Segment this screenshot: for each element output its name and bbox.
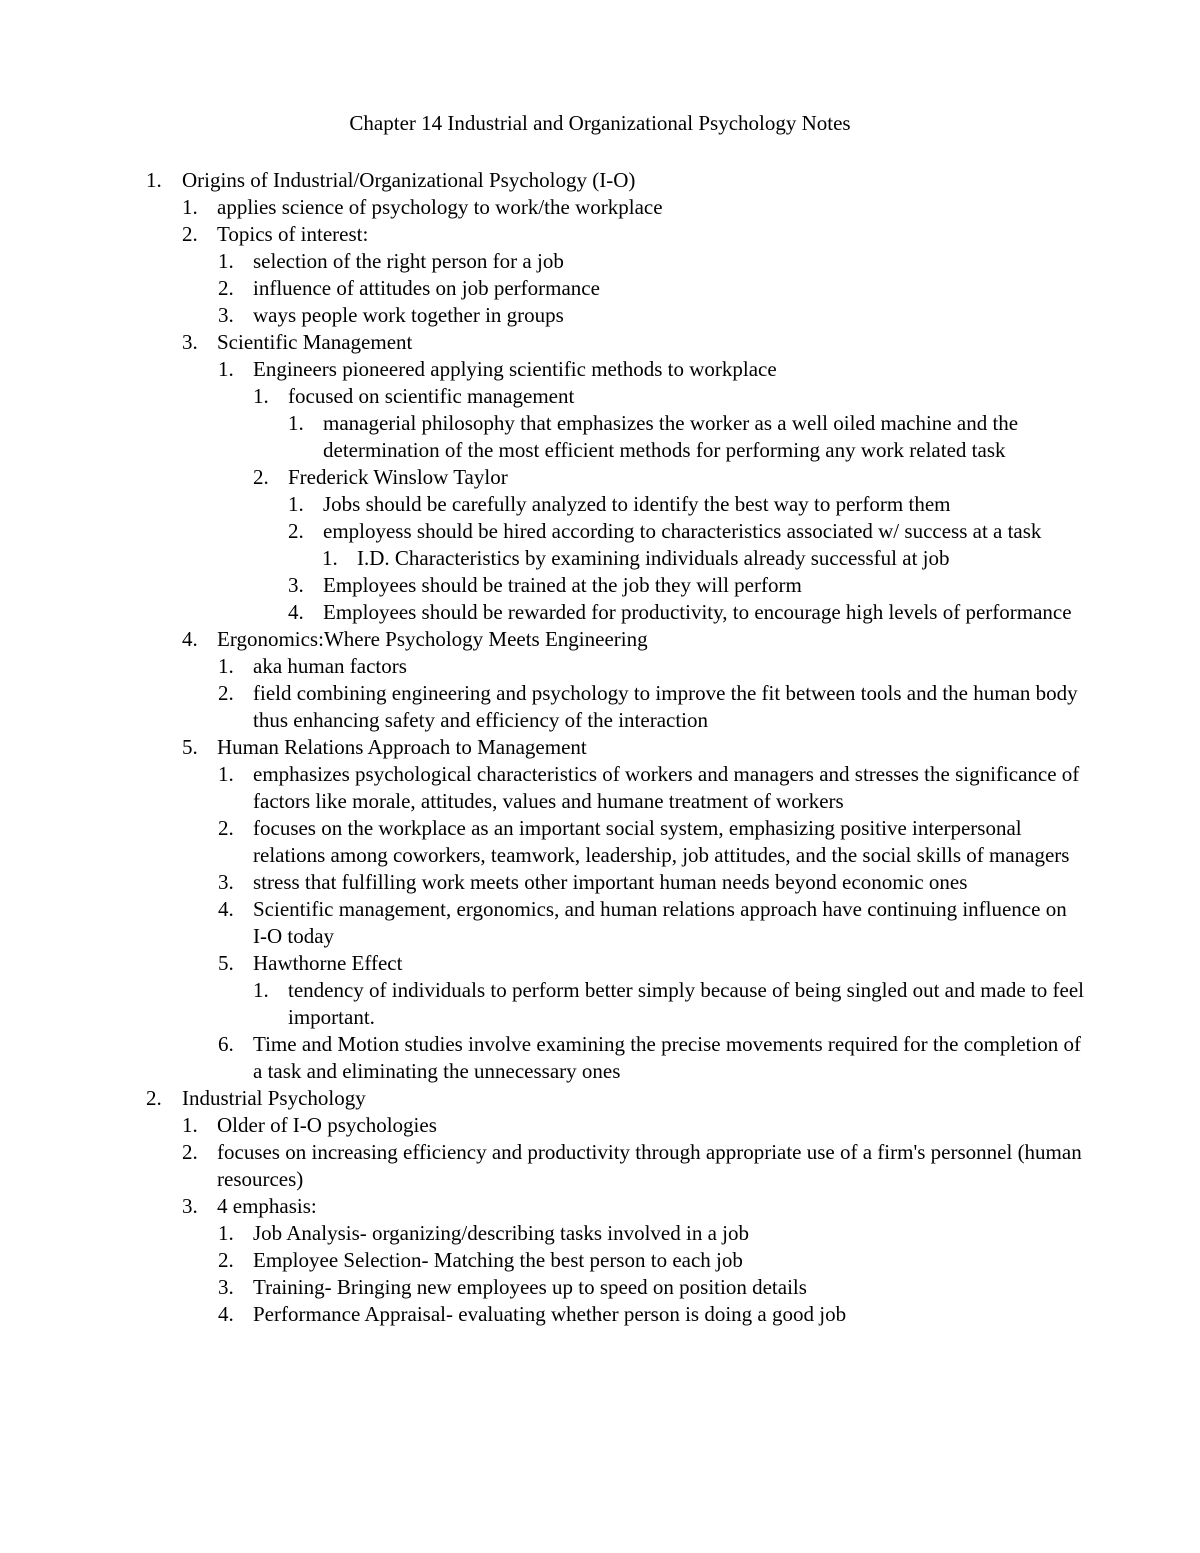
- outline-item: [288, 491, 1085, 518]
- outline-item: [322, 545, 1085, 572]
- item-text: influence of attitudes on job performance: [253, 276, 600, 300]
- item-text: Scientific management, ergonomics, and human relations approach have continuing influence on I-O today: [253, 897, 1067, 948]
- item-text: Older of I-O psychologies: [217, 1113, 437, 1137]
- item-number: 1.: [253, 978, 269, 1002]
- item-number: 3.: [288, 573, 304, 597]
- item-text: Time and Motion studies involve examining the precise movements required for the completion of a task and eliminating the unnecessary ones: [253, 1032, 1081, 1083]
- item-number: 2.: [182, 222, 198, 246]
- item-number: 5.: [182, 735, 198, 759]
- item-number: 3.: [182, 330, 198, 354]
- item-text: Performance Appraisal- evaluating whether person is doing a good job: [253, 1302, 847, 1326]
- item-number: 1.: [253, 384, 269, 408]
- outline-item: [182, 626, 1085, 653]
- item-number: 2.: [218, 276, 234, 300]
- outline-item: [288, 599, 1085, 626]
- item-number: 4.: [218, 1302, 234, 1326]
- outline-item: [182, 329, 1085, 356]
- item-text: Job Analysis- organizing/describing tasks involved in a job: [253, 1221, 749, 1245]
- item-number: 3.: [182, 1194, 198, 1218]
- item-number: 3.: [218, 870, 234, 894]
- item-number: 1.: [182, 195, 198, 219]
- outline-item: [218, 869, 1085, 896]
- item-number: 1.: [218, 249, 234, 273]
- item-text: Jobs should be carefully analyzed to identify the best way to perform them: [323, 492, 951, 516]
- outline-list: [0, 167, 1200, 1328]
- page-title: Chapter 14 Industrial and Organizational Psychology Notes: [349, 111, 851, 135]
- item-text: field combining engineering and psychology to improve the fit between tools and the human body thus enhancing safety and efficiency of the interaction: [253, 681, 1078, 732]
- item-number: 2.: [182, 1140, 198, 1164]
- item-text: tendency of individuals to perform better simply because of being singled out and made to feel important.: [288, 978, 1085, 1029]
- item-text: Hawthorne Effect: [253, 951, 403, 975]
- item-number: 4.: [218, 897, 234, 921]
- outline-item: [182, 1193, 1085, 1220]
- item-text: Engineers pioneered applying scientific methods to workplace: [253, 357, 777, 381]
- item-number: 2.: [218, 816, 234, 840]
- outline-item: [218, 302, 1085, 329]
- item-number: 5.: [218, 951, 234, 975]
- outline-item: [288, 518, 1085, 545]
- item-text: ways people work together in groups: [253, 303, 564, 327]
- item-number: 2.: [146, 1086, 162, 1110]
- item-text: aka human factors: [253, 654, 407, 678]
- outline-item: [182, 1112, 1085, 1139]
- item-text: Employee Selection- Matching the best person to each job: [253, 1248, 743, 1272]
- outline-item: [218, 356, 1085, 383]
- outline-item: [218, 761, 1085, 815]
- item-number: 1.: [146, 168, 162, 192]
- item-text: Industrial Psychology: [182, 1086, 366, 1110]
- outline-item: [218, 275, 1085, 302]
- item-text: Human Relations Approach to Management: [217, 735, 587, 759]
- outline-item: [218, 1247, 1085, 1274]
- item-number: 1.: [218, 357, 234, 381]
- item-text: stress that fulfilling work meets other important human needs beyond economic ones: [253, 870, 968, 894]
- item-text: focused on scientific management: [288, 384, 575, 408]
- item-number: 1.: [218, 654, 234, 678]
- item-number: 3.: [218, 303, 234, 327]
- item-text: Ergonomics:Where Psychology Meets Engineering: [217, 627, 648, 651]
- item-text: Scientific Management: [217, 330, 413, 354]
- outline-item: [218, 815, 1085, 869]
- item-number: 1.: [182, 1113, 198, 1137]
- item-text: Frederick Winslow Taylor: [288, 465, 508, 489]
- item-number: 3.: [218, 1275, 234, 1299]
- item-number: 2.: [253, 465, 269, 489]
- item-text: Employees should be rewarded for productivity, to encourage high levels of performance: [323, 600, 1072, 624]
- outline-item: [146, 1085, 1085, 1112]
- outline-item: [146, 167, 1085, 194]
- item-number: 2.: [218, 681, 234, 705]
- item-number: 1.: [322, 546, 338, 570]
- outline-item: [218, 1301, 1085, 1328]
- item-text: emphasizes psychological characteristics of workers and managers and stresses the significance of factors like morale, attitudes, values and humane treatment of workers: [253, 762, 1080, 813]
- item-number: 6.: [218, 1032, 234, 1056]
- item-text: I.D. Characteristics by examining individuals already successful at job: [357, 546, 950, 570]
- item-text: selection of the right person for a job: [253, 249, 564, 273]
- outline-item: [218, 653, 1085, 680]
- item-number: 4.: [288, 600, 304, 624]
- item-text: employess should be hired according to characteristics associated w/ success at a task: [323, 519, 1042, 543]
- outline-item: [218, 896, 1085, 950]
- item-text: focuses on the workplace as an important social system, emphasizing positive interpersonal relations among coworkers, teamwork, leadership, job attitudes, and the social skills of managers: [253, 816, 1070, 867]
- outline-item: [182, 194, 1085, 221]
- outline-item: [253, 464, 1085, 491]
- outline-item: [182, 1139, 1085, 1193]
- outline-item: [288, 572, 1085, 599]
- item-text: applies science of psychology to work/the workplace: [217, 195, 663, 219]
- item-text: managerial philosophy that emphasizes the worker as a well oiled machine and the determination of the most efficient methods for performing any work related task: [323, 411, 1019, 462]
- outline-item: [182, 734, 1085, 761]
- item-number: 1.: [288, 492, 304, 516]
- item-number: 1.: [288, 411, 304, 435]
- outline-item: [218, 248, 1085, 275]
- item-text: Origins of Industrial/Organizational Psychology (I-O): [182, 168, 636, 192]
- outline-item: [218, 1274, 1085, 1301]
- item-text: Employees should be trained at the job they will perform: [323, 573, 802, 597]
- item-text: Training- Bringing new employees up to speed on position details: [253, 1275, 807, 1299]
- item-text: focuses on increasing efficiency and productivity through appropriate use of a firm's personnel (human resources): [217, 1140, 1082, 1191]
- item-number: 1.: [218, 1221, 234, 1245]
- outline-item: [218, 1220, 1085, 1247]
- item-number: 2.: [218, 1248, 234, 1272]
- outline-item: [253, 977, 1085, 1031]
- item-text: 4 emphasis:: [217, 1194, 317, 1218]
- outline-item: [182, 221, 1085, 248]
- outline-item: [218, 950, 1085, 977]
- item-number: 4.: [182, 627, 198, 651]
- outline-item: [253, 383, 1085, 410]
- item-number: 2.: [288, 519, 304, 543]
- outline-item: [218, 680, 1085, 734]
- outline-item: [218, 1031, 1085, 1085]
- outline-item: [288, 410, 1085, 464]
- item-text: Topics of interest:: [217, 222, 369, 246]
- item-number: 1.: [218, 762, 234, 786]
